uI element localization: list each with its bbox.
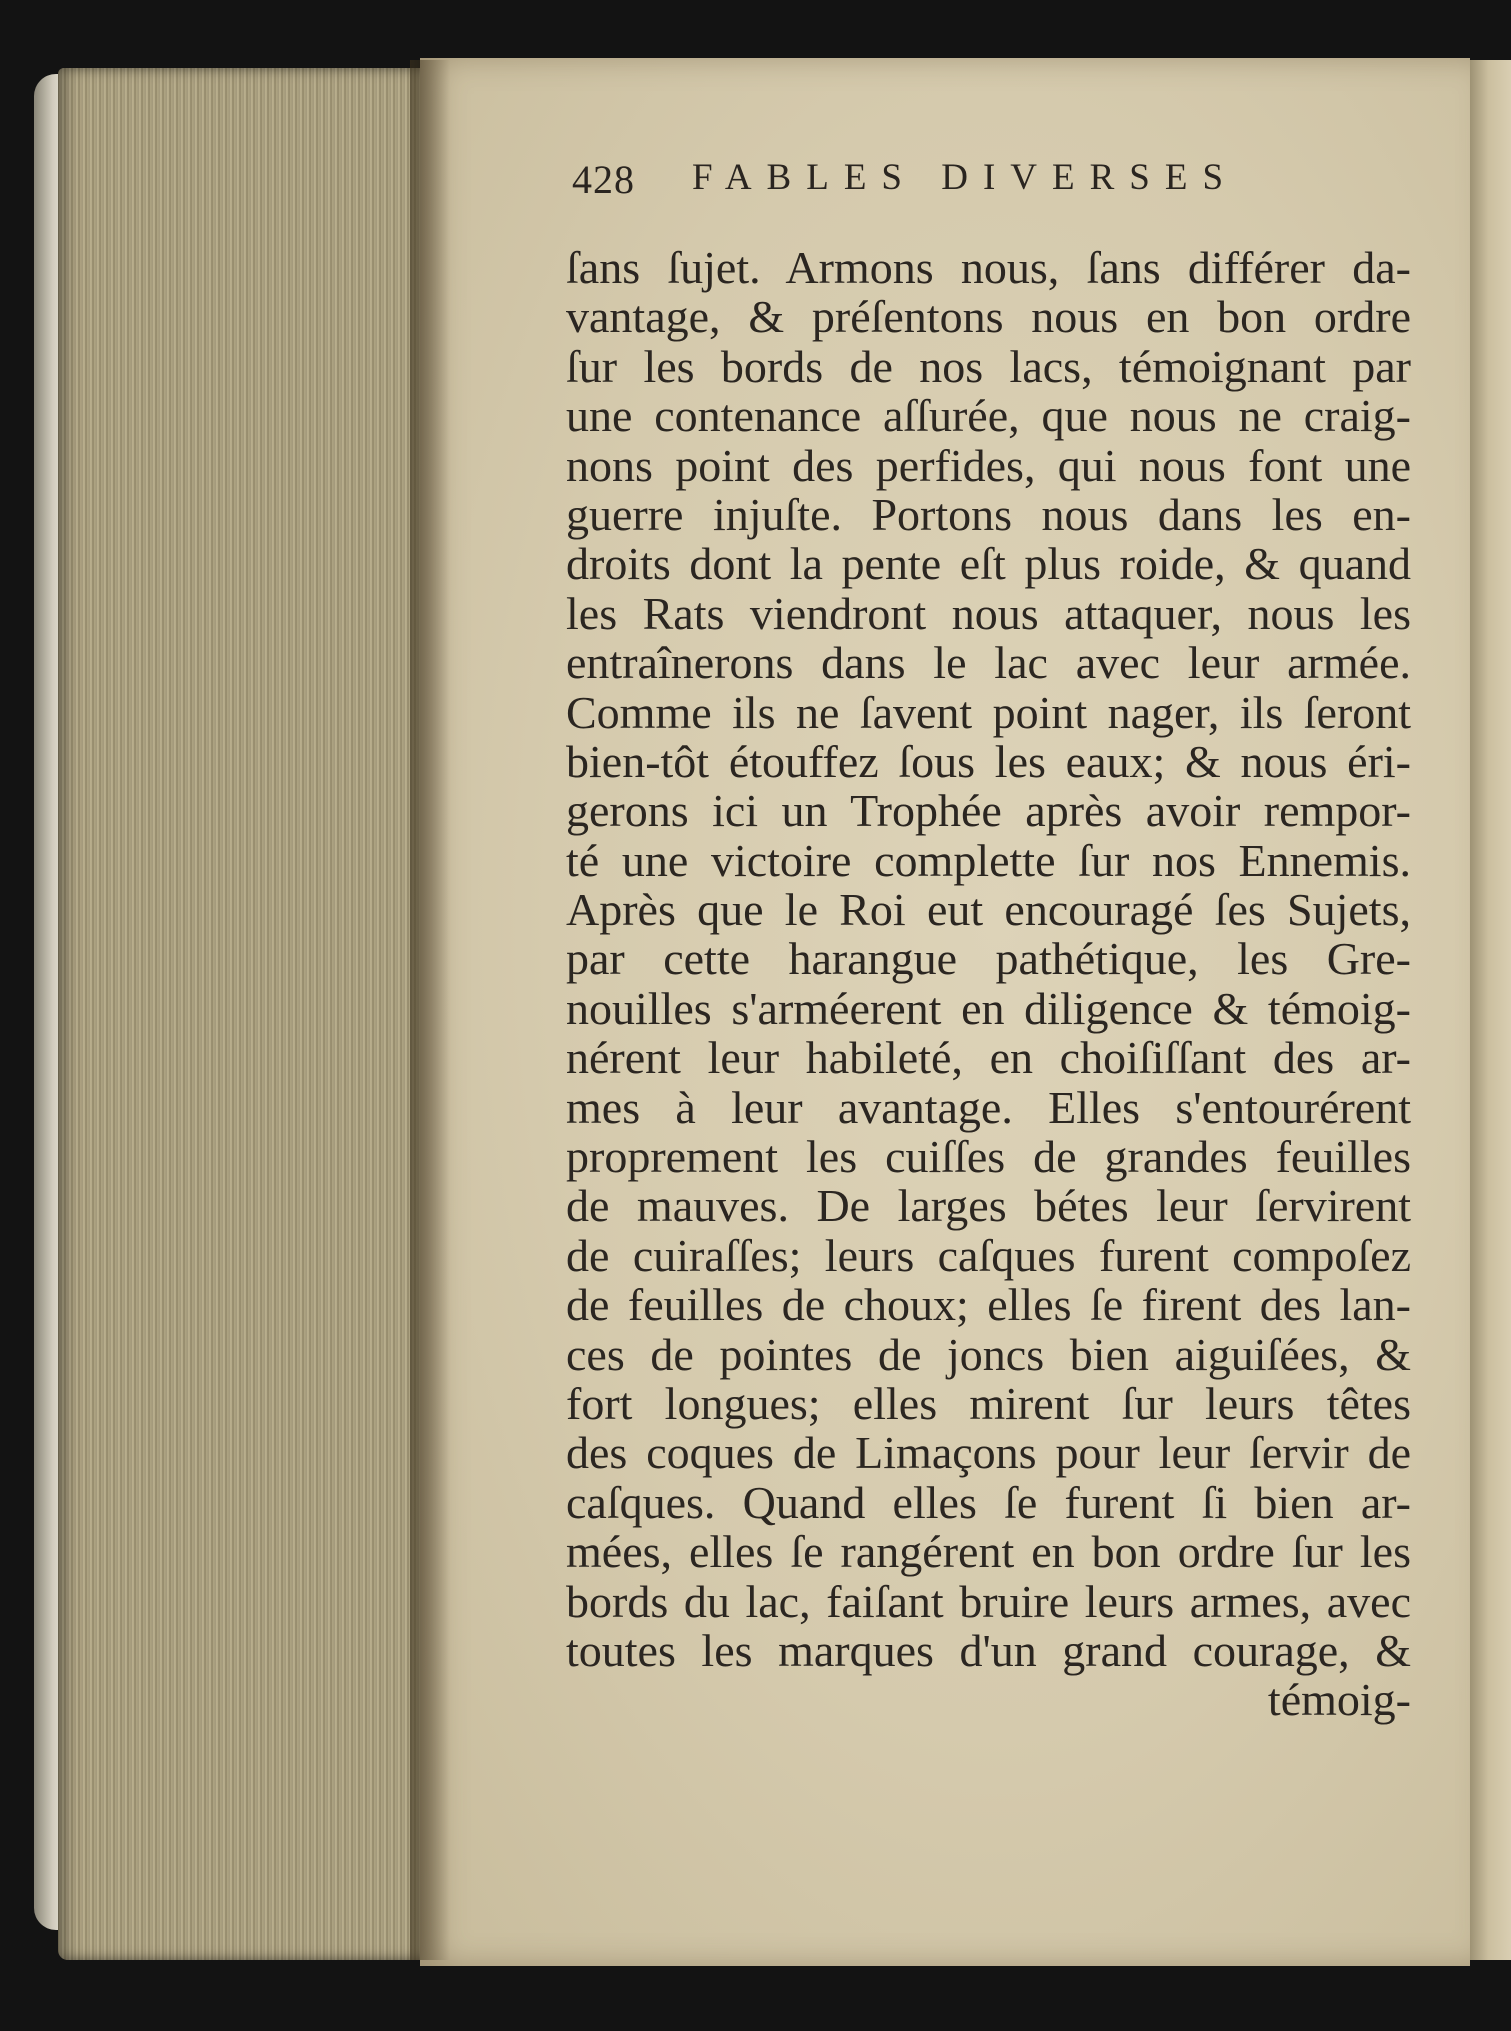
text-line: Après que le Roi eut encouragé ſes Sujets,: [566, 884, 1411, 936]
catchword: témoig-: [1267, 1674, 1411, 1726]
text-line: ſur les bords de nos lacs, témoignant par: [566, 340, 1411, 392]
text-line: nons point des perfides, qui nous font une: [566, 439, 1411, 491]
text-line: une contenance aſſurée, que nous ne craig-: [566, 390, 1411, 442]
text-line: mées, elles ſe rangérent en bon ordre ſur les: [566, 1526, 1411, 1578]
text-line: fort longues; elles mirent ſur leurs têtes: [566, 1377, 1411, 1429]
text-line: proprement les cuiſſes de grandes feuilles: [566, 1131, 1411, 1183]
text-line: ces de pointes de joncs bien aiguiſées, &: [566, 1328, 1411, 1380]
text-line: par cette harangue pathétique, les Gre-: [566, 933, 1411, 985]
text-line: ſans ſujet. Armons nous, ſans différer da-: [566, 242, 1411, 293]
text-line: bien-tôt étouffez ſous les eaux; & nous éri-: [566, 735, 1411, 787]
body-text: [566, 243, 1411, 1725]
running-head: FABLES DIVERSES: [692, 157, 1239, 198]
text-line: Comme ils ne ſavent point nager, ils ſeront: [566, 686, 1411, 738]
page-edges: [58, 68, 430, 1960]
text-line: les Rats viendront nous attaquer, nous les: [566, 587, 1411, 639]
text-line: entraînerons dans le lac avec leur armée.: [566, 637, 1411, 689]
text-line: nérent leur habileté, en choiſiſſant des ar-: [566, 1032, 1411, 1084]
text-line: guerre injuſte. Portons nous dans les en-: [566, 488, 1411, 540]
text-line: mes à leur avantage. Elles s'entourérent: [566, 1081, 1411, 1133]
page-number: 428: [572, 157, 635, 202]
text-line: té une victoire complette ſur nos Ennemis.: [566, 834, 1411, 886]
text-line: nouilles s'arméerent en diligence & témoig-: [566, 982, 1411, 1034]
text-line: gerons ici un Trophée après avoir rempor-: [566, 785, 1411, 837]
text-line: de cuiraſſes; leurs caſques furent compoſez: [566, 1229, 1411, 1281]
text-line: toutes les marques d'un grand courage, &: [566, 1624, 1411, 1676]
text-line: vantage, & préſentons nous en bon ordre: [566, 291, 1411, 343]
page-header: [572, 152, 1332, 212]
text-line: des coques de Limaçons pour leur ſervir de: [566, 1427, 1411, 1479]
text-line: bords du lac, faiſant bruire leurs armes, avec: [566, 1575, 1411, 1627]
text-line: droits dont la pente eſt plus roide, & quand: [566, 538, 1411, 590]
facing-page-edge: [1470, 60, 1511, 1960]
gutter-shadow: [410, 60, 450, 1960]
text-line: caſques. Quand elles ſe furent ſi bien ar-: [566, 1476, 1411, 1528]
text-line: de mauves. De larges bétes leur ſervirent: [566, 1180, 1411, 1232]
text-line: de feuilles de choux; elles ſe firent des lan-: [566, 1279, 1411, 1331]
